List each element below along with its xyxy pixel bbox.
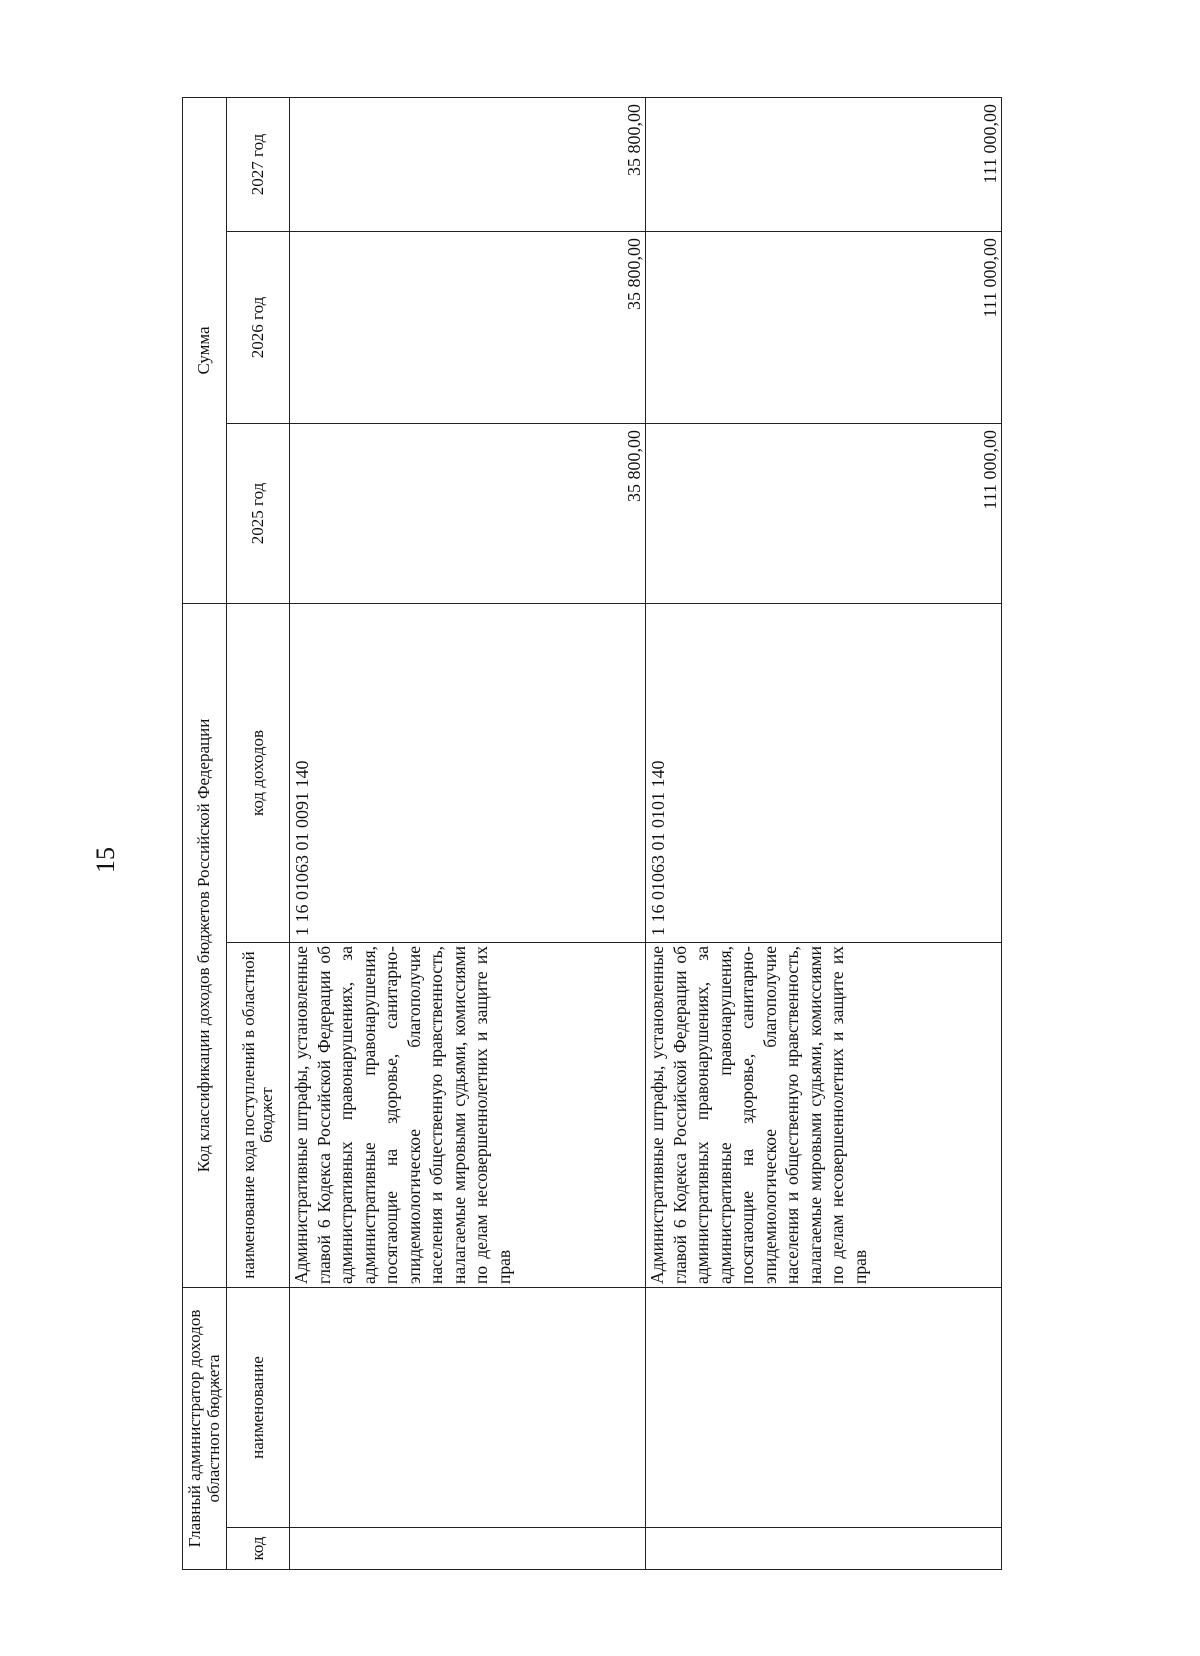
page-number: 15	[91, 847, 120, 873]
header-admin-group: Главный администратор доходов областного бюджета	[183, 1288, 227, 1570]
rotated-table	[182, 98, 1002, 1570]
row-amount-2026: 35 800,00	[290, 231, 646, 423]
row-code	[290, 1528, 646, 1570]
header-row-2	[227, 97, 290, 1569]
income-table	[182, 97, 1002, 1570]
header-name: наименование	[227, 1288, 290, 1528]
header-row-1	[183, 97, 227, 1569]
table-container	[182, 98, 1002, 1570]
table-row	[290, 97, 646, 1569]
header-2025: 2025 год	[227, 423, 290, 603]
row-amount-2027: 111 000,00	[646, 97, 1002, 231]
header-code: код	[227, 1528, 290, 1570]
row-income-code: 1 16 01063 01 0091 140	[290, 603, 646, 942]
row-code	[646, 1528, 1002, 1570]
header-2026: 2026 год	[227, 231, 290, 423]
header-income-code: код доходов	[227, 603, 290, 942]
row-amount-2026: 111 000,00	[646, 231, 1002, 423]
row-name	[646, 1288, 1002, 1528]
row-amount-2027: 35 800,00	[290, 97, 646, 231]
table-row	[646, 97, 1002, 1569]
header-income-name: наименование кода поступлений в областной бюджет	[227, 943, 290, 1288]
row-amount-2025: 111 000,00	[646, 423, 1002, 603]
header-2027: 2027 год	[227, 97, 290, 231]
header-classification-group: Код классификации доходов бюджетов Российской Федерации	[183, 603, 227, 1287]
row-description: Административные штрафы, установленные главой 6 Кодекса Российской Федерации об административных правонарушениях, за административные правонарушения, посягающие на здоровье, санитарно-эпидемиологическое благополучие населения и общественную нравственность, налагаемые мировыми судьями, комиссиями по делам несовершеннолетних и защите их прав	[646, 943, 1002, 1288]
row-description: Административные штрафы, установленные главой 6 Кодекса Российской Федерации об административных правонарушениях, за административные правонарушения, посягающие на здоровье, санитарно-эпидемиологическое благополучие населения и общественную нравственность, налагаемые мировыми судьями, комиссиями по делам несовершеннолетних и защите их прав	[290, 943, 646, 1288]
header-sum-group: Сумма	[183, 97, 227, 603]
row-amount-2025: 35 800,00	[290, 423, 646, 603]
row-income-code: 1 16 01063 01 0101 140	[646, 603, 1002, 942]
row-name	[290, 1288, 646, 1528]
